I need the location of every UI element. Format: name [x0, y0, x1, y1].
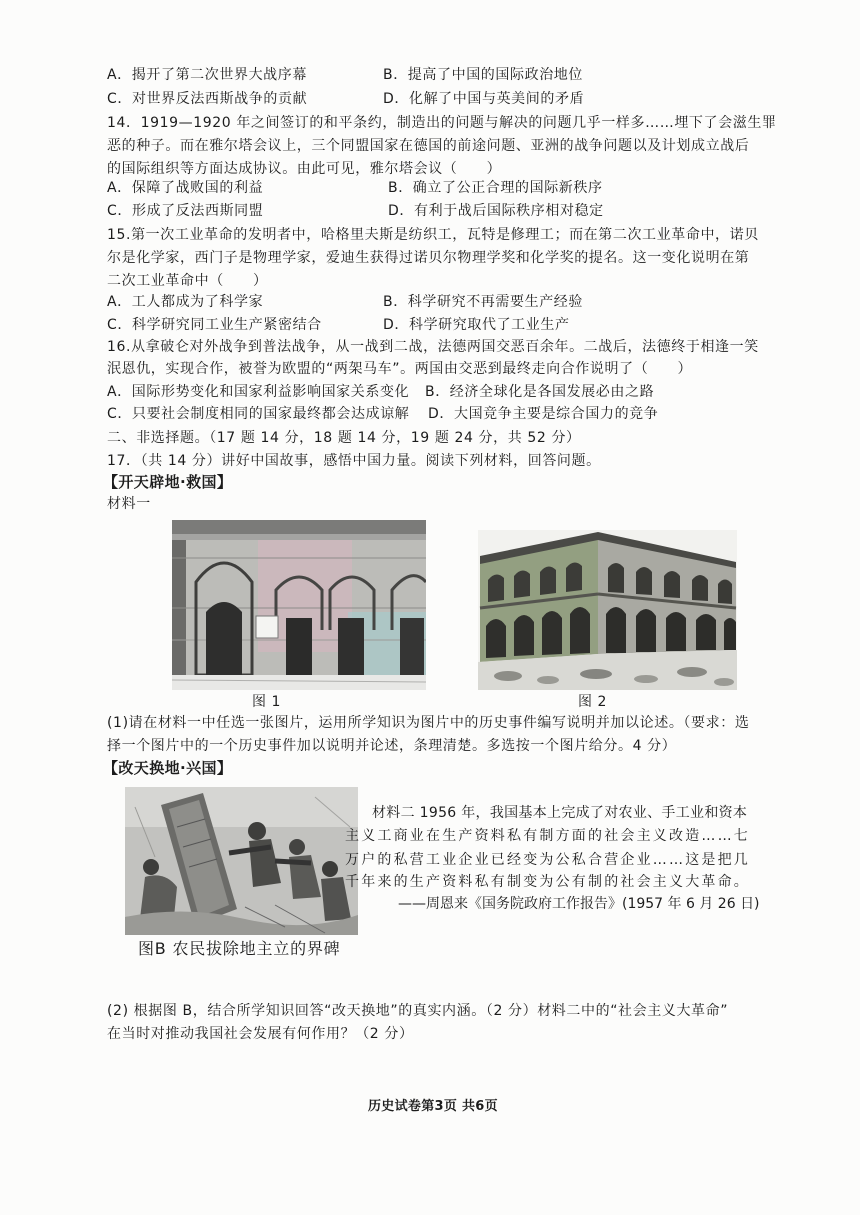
q16-option-c: C．只要社会制度相同的国家最终都会达成谅解 — [107, 406, 410, 422]
q13-option-b: B．提高了中国的国际政治地位 — [383, 67, 584, 83]
q16-stem-line: 16.从拿破仑对外战争到普法战争，从一战到二战，法德两国交恶百余年。二战后，法德终于相逢一笑 — [107, 339, 759, 355]
q17-part2-question-line: 在当时对推动我国社会发展有何作用？（2 分） — [107, 1026, 414, 1042]
q15-stem-line: 15.第一次工业革命的发明者中，哈格里夫斯是纺织工，瓦特是修理工；而在第二次工业革命中，诺贝 — [107, 227, 759, 243]
q15-option-c: C．科学研究同工业生产紧密结合 — [107, 317, 322, 333]
q16-option-d: D．大国竞争主要是综合国力的竞争 — [428, 406, 659, 422]
q17-stem: 17．（共 14 分）讲好中国故事，感悟中国力量。阅读下列材料，回答问题。 — [107, 453, 601, 469]
q15-stem-line: 二次工业革命中（ ） — [107, 273, 268, 289]
material1-label: 材料一 — [107, 496, 151, 512]
q17-part1-question-line: 择一个图片中的一个历史事件加以说明并论述，条理清楚。多选按一个图片给分。4 分） — [107, 738, 677, 754]
q15-stem-line: 尔是化学家，西门子是物理学家，爱迪生获得过诺贝尔物理学奖和化学奖的提名。这一变化说明在第 — [107, 250, 750, 266]
material2-source: ——周恩来《国务院政府工作报告》(1957 年 6 月 26 日) — [398, 896, 760, 912]
part1-heading: 【开天辟地·救国】 — [103, 473, 233, 491]
q14-option-c: C．形成了反法西斯同盟 — [107, 203, 264, 219]
page-footer: 历史试卷第3页 共6页 — [368, 1099, 498, 1114]
material2-line: 主义工商业在生产资料私有制方面的社会主义改造……七 — [345, 828, 750, 844]
material2-line: 万户的私营工业企业已经变为公私合营企业……这是把几 — [345, 852, 750, 868]
figure-b-caption: 图B 农民拔除地主立的界碑 — [138, 939, 341, 958]
q15-option-a: A．工人都成为了科学家 — [107, 294, 264, 310]
q14-option-b: B．确立了公正合理的国际新秩序 — [388, 180, 603, 196]
q13-option-c: C．对世界反法西斯战争的贡献 — [107, 91, 308, 107]
q14-stem-line: 的国际组织等方面达成协议。由此可见，雅尔塔会议（ ） — [107, 161, 502, 177]
figure-1-image — [172, 520, 426, 690]
q17-part2-question-line: (2) 根据图 B，结合所学知识回答“改天换地”的真实内涵。（2 分）材料二中的“社会主义大革命” — [107, 1003, 729, 1019]
figure-b-image — [125, 787, 358, 935]
material2-line: 千年来的生产资料私有制变为公有制的社会主义大革命。 — [345, 874, 750, 890]
q14-stem-line: 14．1919—1920 年之间签订的和平条约，制造出的问题与解决的问题几乎一样多……埋下了会滋生罪 — [107, 115, 777, 131]
q13-option-a: A．揭开了第二次世界大战序幕 — [107, 67, 307, 83]
q16-option-b: B．经济全球化是各国发展必由之路 — [425, 384, 655, 400]
q14-stem-line: 恶的种子。而在雅尔塔会议上，三个同盟国家在德国的前途问题、亚洲的战争问题以及计划成立战后 — [107, 138, 750, 154]
q13-option-d: D．化解了中国与英美间的矛盾 — [383, 91, 585, 107]
q15-option-d: D．科学研究取代了工业生产 — [383, 317, 570, 333]
q16-stem-line: 泯恩仇，实现合作，被誉为欧盟的“两架马车”。两国由交恶到最终走向合作说明了（ ） — [107, 361, 693, 377]
q17-part1-question-line: (1)请在材料一中任选一张图片，运用所学知识为图片中的历史事件编写说明并加以论述。（要求：选 — [107, 715, 750, 731]
q16-option-a: A．国际形势变化和国家利益影响国家关系变化 — [107, 384, 410, 400]
figure-2-image — [478, 530, 737, 690]
figure-2-caption: 图 2 — [578, 694, 607, 710]
q15-option-b: B．科学研究不再需要生产经验 — [383, 294, 584, 310]
q14-option-d: D．有利于战后国际秩序相对稳定 — [388, 203, 604, 219]
figure-1-caption: 图 1 — [252, 694, 281, 710]
section-title: 二、非选择题。（17 题 14 分，18 题 14 分，19 题 24 分，共 52 分） — [107, 430, 581, 446]
material2-line: 材料二 1956 年，我国基本上完成了对农业、手工业和资本 — [372, 805, 748, 821]
q14-option-a: A．保障了战败国的利益 — [107, 180, 264, 196]
part2-heading: 【改天换地·兴国】 — [103, 759, 233, 777]
